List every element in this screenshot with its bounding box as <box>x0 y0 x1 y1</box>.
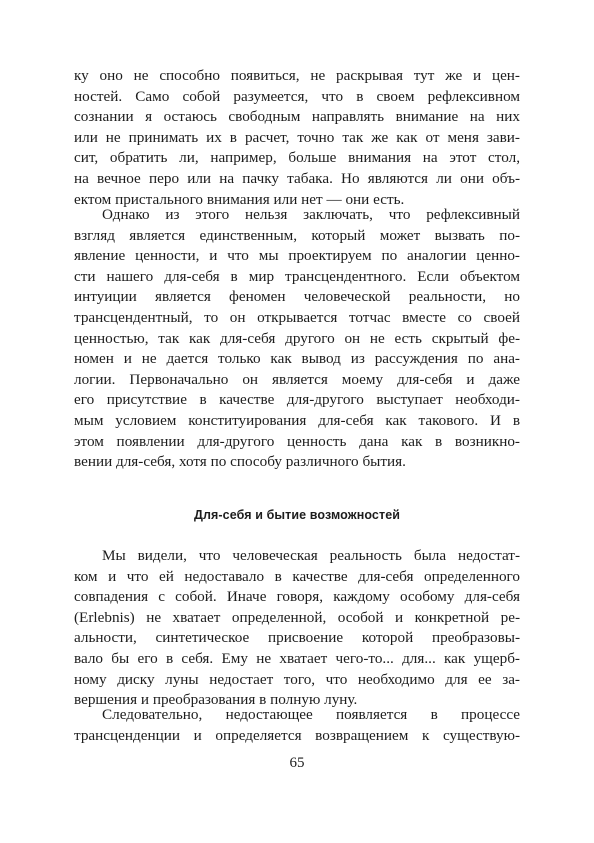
text-line: Однако из этого нельзя заключать, что рефлексивный <box>102 206 520 223</box>
text-line: мым условием конституирования для-себя как такового. И в <box>74 411 520 429</box>
text-line: ному диску луны недостает того, что необходимо для ее за- <box>74 670 520 688</box>
text-line: сит, обратить ли, например, больше внимания на этот стол, <box>74 149 520 167</box>
paragraph <box>74 546 520 711</box>
text-line: ностей. Само собой разумеется, что в своем рефлексивном <box>74 87 520 105</box>
text-line: номен и не дается только как вывод из рассуждения по ана- <box>74 350 520 368</box>
paragraph <box>74 705 520 746</box>
paragraph <box>74 205 520 473</box>
text-line: ку оно не способно появиться, не раскрывая тут же и цен- <box>74 67 520 84</box>
text-line: интуиции является феномен человеческой реальности, но <box>74 288 520 306</box>
text-line: трансценденции и определяется возвращением к существую- <box>74 726 520 744</box>
text-line: Мы видели, что человеческая реальность была недостат- <box>102 547 520 564</box>
page-number: 65 <box>289 755 305 771</box>
text-line: вении для-себя, хотя по способу различного бытия. <box>74 453 406 471</box>
text-line: вершения и преобразования в полную луну. <box>74 691 358 709</box>
text-line: или не принимать их в расчет, точно так же как от меня зави- <box>74 128 520 146</box>
text-line: его присутствие в качестве для-другого выступает необходи- <box>74 391 520 409</box>
text-line: логии. Первоначально он является моему для-себя и даже <box>74 370 520 388</box>
text-line: взгляд является единственным, который может вызвать по- <box>74 226 520 244</box>
text-line: совпадения с собой. Иначе говоря, каждому особому для-себя <box>74 588 520 606</box>
text-line: сознании я остаюсь свободным направлять внимание на них <box>74 108 520 126</box>
text-line: ектом пристального внимания или нет — они есть. <box>74 190 405 208</box>
text-line: явление ценности, и что мы проектируем по аналогии ценно- <box>74 247 520 265</box>
text-line: ценностью, так как для-себя другого он не есть скрытый фе- <box>74 329 520 347</box>
text-line: этом появлении для-другого ценность дана как в возникно- <box>74 432 520 450</box>
text-line: ком и что ей недоставало в качестве для-себя определенного <box>74 567 520 585</box>
text-line: вало бы его в себя. Ему не хватает чего-то... для... как ущерб- <box>74 649 520 667</box>
text-line: (Erlebnis) не хватает определенной, особой и конкретной ре- <box>74 608 520 626</box>
text-line: трансцендентный, то он открывается тотчас вместе со своей <box>74 308 520 326</box>
text-line: сти нашего для-себя в мир трансцендентного. Если объектом <box>74 267 520 285</box>
text-line: на вечное перо или на пачку табака. Но являются ли они объ- <box>74 169 520 187</box>
section-heading: Для-себя и бытие возможностей <box>193 508 401 522</box>
paragraph <box>74 66 520 210</box>
text-line: альности, синтетическое присвоение которой преобразовы- <box>74 629 520 647</box>
text-line: Следовательно, недостающее появляется в процессе <box>102 706 520 723</box>
